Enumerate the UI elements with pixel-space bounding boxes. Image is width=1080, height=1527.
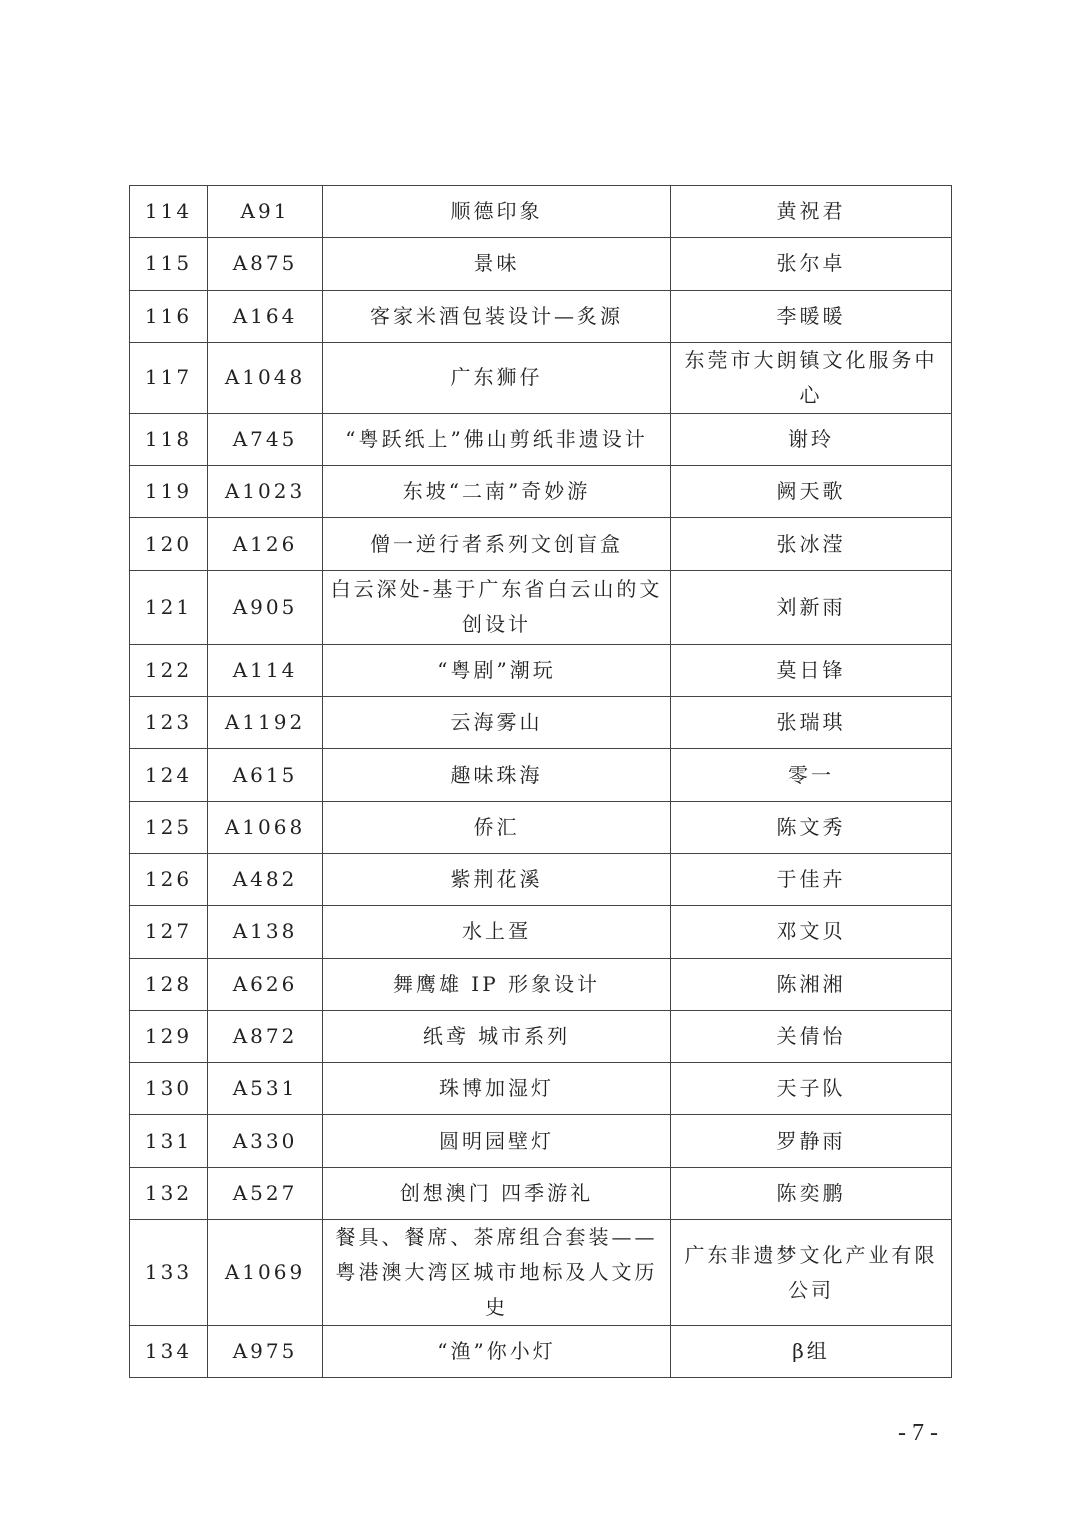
table-row — [130, 413, 952, 465]
cell-title: 僧一逆行者系列文创盲盒 — [323, 518, 671, 570]
cell-no: 124 — [130, 749, 208, 801]
cell-author: 陈文秀 — [671, 801, 952, 853]
cell-no: 123 — [130, 697, 208, 749]
cell-author: 零一 — [671, 749, 952, 801]
cell-no: 116 — [130, 290, 208, 342]
table-row — [130, 1063, 952, 1115]
cell-code: A330 — [208, 1115, 323, 1167]
cell-author: 邓文贝 — [671, 906, 952, 958]
cell-code: A745 — [208, 413, 323, 465]
cell-title: 圆明园壁灯 — [323, 1115, 671, 1167]
cell-no: 134 — [130, 1326, 208, 1378]
cell-no: 127 — [130, 906, 208, 958]
cell-author: 刘新雨 — [671, 570, 952, 644]
table-row — [130, 697, 952, 749]
table-row — [130, 1167, 952, 1219]
cell-code: A527 — [208, 1167, 323, 1219]
table-row — [130, 570, 952, 644]
cell-no: 115 — [130, 238, 208, 290]
page-number: - 7 - — [898, 1420, 938, 1446]
cell-code: A1023 — [208, 466, 323, 518]
table-row — [130, 466, 952, 518]
cell-code: A975 — [208, 1326, 323, 1378]
cell-code: A1192 — [208, 697, 323, 749]
awards-table — [129, 185, 952, 1378]
cell-no: 129 — [130, 1010, 208, 1062]
cell-code: A615 — [208, 749, 323, 801]
cell-no: 118 — [130, 413, 208, 465]
cell-author: 罗静雨 — [671, 1115, 952, 1167]
cell-title: 珠博加湿灯 — [323, 1063, 671, 1115]
cell-title: 紫荆花溪 — [323, 853, 671, 905]
cell-no: 122 — [130, 644, 208, 696]
cell-no: 120 — [130, 518, 208, 570]
cell-author: 于佳卉 — [671, 853, 952, 905]
cell-title: 顺德印象 — [323, 186, 671, 238]
cell-no: 125 — [130, 801, 208, 853]
table-row — [130, 518, 952, 570]
cell-code: A1048 — [208, 342, 323, 413]
cell-code: A905 — [208, 570, 323, 644]
table-row — [130, 1220, 952, 1326]
cell-code: A91 — [208, 186, 323, 238]
cell-title: 舞鹰雄 IP 形象设计 — [323, 958, 671, 1010]
cell-no: 114 — [130, 186, 208, 238]
cell-author: 阙天歌 — [671, 466, 952, 518]
cell-author: 谢玲 — [671, 413, 952, 465]
table-row — [130, 644, 952, 696]
cell-title: “粤跃纸上”佛山剪纸非遗设计 — [323, 413, 671, 465]
cell-no: 126 — [130, 853, 208, 905]
cell-title: 广东狮仔 — [323, 342, 671, 413]
cell-author: 张尔卓 — [671, 238, 952, 290]
cell-author: β组 — [671, 1326, 952, 1378]
cell-author: 黄祝君 — [671, 186, 952, 238]
table-row — [130, 186, 952, 238]
cell-title: 景味 — [323, 238, 671, 290]
cell-title: “粤剧”潮玩 — [323, 644, 671, 696]
cell-title: 白云深处-基于广东省白云山的文创设计 — [323, 570, 671, 644]
cell-author: 关倩怡 — [671, 1010, 952, 1062]
table-row — [130, 238, 952, 290]
table-row — [130, 749, 952, 801]
cell-no: 132 — [130, 1167, 208, 1219]
cell-author: 张冰滢 — [671, 518, 952, 570]
table-row — [130, 342, 952, 413]
cell-author: 东莞市大朗镇文化服务中心 — [671, 342, 952, 413]
cell-title: 侨汇 — [323, 801, 671, 853]
cell-author: 张瑞琪 — [671, 697, 952, 749]
cell-no: 117 — [130, 342, 208, 413]
cell-code: A164 — [208, 290, 323, 342]
cell-author: 天子队 — [671, 1063, 952, 1115]
cell-author: 莫日锋 — [671, 644, 952, 696]
cell-author: 李暖暖 — [671, 290, 952, 342]
cell-title: 趣味珠海 — [323, 749, 671, 801]
cell-title: 水上疍 — [323, 906, 671, 958]
cell-code: A872 — [208, 1010, 323, 1062]
table-row — [130, 853, 952, 905]
cell-title: 客家米酒包装设计—炙源 — [323, 290, 671, 342]
cell-code: A138 — [208, 906, 323, 958]
cell-code: A1069 — [208, 1220, 323, 1326]
cell-code: A114 — [208, 644, 323, 696]
cell-code: A875 — [208, 238, 323, 290]
cell-no: 130 — [130, 1063, 208, 1115]
cell-code: A126 — [208, 518, 323, 570]
cell-author: 广东非遗梦文化产业有限公司 — [671, 1220, 952, 1326]
cell-title: 纸鸢 城市系列 — [323, 1010, 671, 1062]
cell-no: 133 — [130, 1220, 208, 1326]
cell-author: 陈奕鹏 — [671, 1167, 952, 1219]
table-row — [130, 1326, 952, 1378]
cell-code: A1068 — [208, 801, 323, 853]
table-row — [130, 906, 952, 958]
cell-title: “渔”你小灯 — [323, 1326, 671, 1378]
cell-no: 119 — [130, 466, 208, 518]
table-row — [130, 958, 952, 1010]
cell-no: 121 — [130, 570, 208, 644]
cell-title: 云海雾山 — [323, 697, 671, 749]
table-row — [130, 1010, 952, 1062]
cell-no: 128 — [130, 958, 208, 1010]
cell-title: 东坡“二南”奇妙游 — [323, 466, 671, 518]
cell-code: A531 — [208, 1063, 323, 1115]
cell-code: A626 — [208, 958, 323, 1010]
table-row — [130, 1115, 952, 1167]
table-row — [130, 801, 952, 853]
cell-title: 创想澳门 四季游礼 — [323, 1167, 671, 1219]
table-row — [130, 290, 952, 342]
cell-code: A482 — [208, 853, 323, 905]
cell-no: 131 — [130, 1115, 208, 1167]
cell-author: 陈湘湘 — [671, 958, 952, 1010]
cell-title: 餐具、餐席、茶席组合套装——粤港澳大湾区城市地标及人文历史 — [323, 1220, 671, 1326]
